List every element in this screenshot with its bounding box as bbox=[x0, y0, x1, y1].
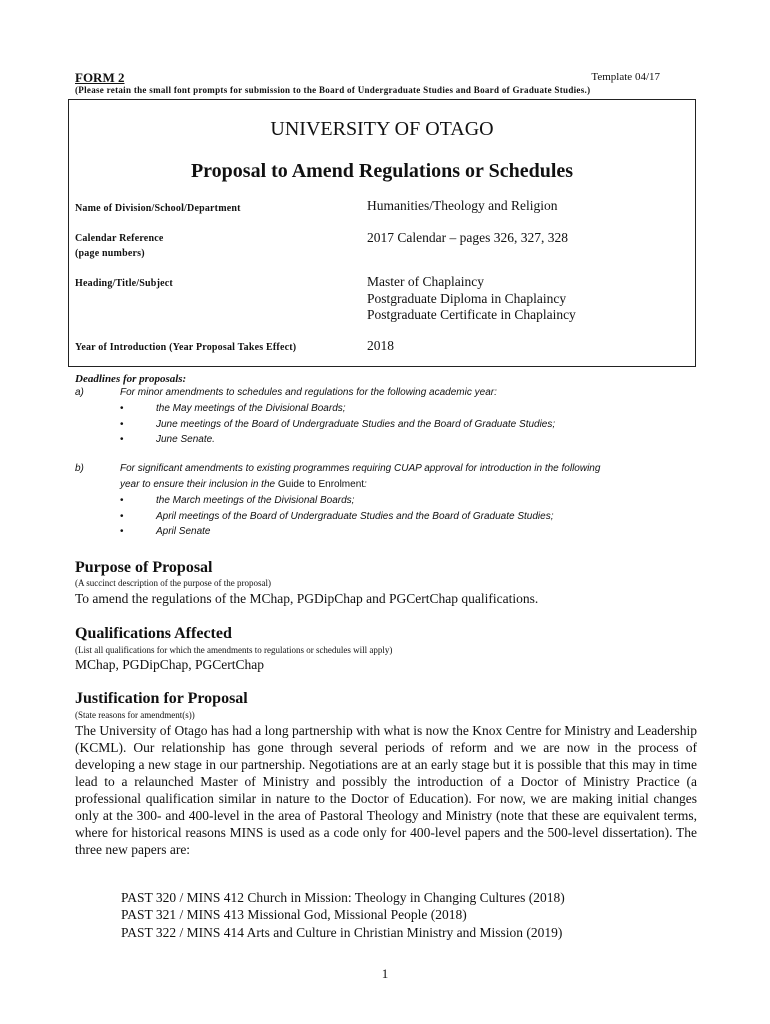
purpose-text: To amend the regulations of the MChap, PGDipChap and PGCertChap qualifications. bbox=[75, 591, 539, 606]
proposal-title: Proposal to Amend Regulations or Schedules bbox=[190, 160, 574, 182]
deadline-b-text-2 bbox=[120, 479, 367, 490]
calendar-reference-label: Calendar Reference bbox=[75, 233, 164, 244]
bullet-icon: • bbox=[120, 511, 124, 522]
calendar-reference-sublabel: (page numbers) bbox=[75, 248, 145, 259]
bullet-icon: • bbox=[120, 526, 124, 537]
heading-value-1: Master of Chaplaincy bbox=[367, 274, 484, 289]
deadline-b-bullet-1: the March meetings of the Divisional Boards; bbox=[156, 495, 355, 506]
year-introduction-label: Year of Introduction (Year Proposal Takes Effect) bbox=[75, 342, 297, 353]
bullet-icon: • bbox=[120, 419, 124, 430]
purpose-heading: Purpose of Proposal bbox=[75, 559, 213, 576]
form-number: FORM 2 bbox=[75, 70, 125, 85]
heading-value-3: Postgraduate Certificate in Chaplaincy bbox=[367, 307, 576, 322]
heading-title-label: Heading/Title/Subject bbox=[75, 278, 173, 289]
page-number: 1 bbox=[381, 966, 389, 981]
deadline-b-text-1: For significant amendments to existing programmes requiring CUAP approval for introduction in the following bbox=[120, 463, 601, 474]
template-version: Template 04/17 bbox=[591, 71, 660, 83]
paper-item-3: PAST 322 / MINS 414 Arts and Culture in Christian Ministry and Mission (2019) bbox=[121, 925, 563, 940]
heading-value-2: Postgraduate Diploma in Chaplaincy bbox=[367, 291, 567, 306]
bullet-icon: • bbox=[120, 434, 124, 445]
deadline-a-bullet-1: the May meetings of the Divisional Boards; bbox=[156, 403, 346, 414]
deadline-a-text: For minor amendments to schedules and regulations for the following academic year: bbox=[120, 387, 497, 398]
division-label: Name of Division/School/Department bbox=[75, 203, 241, 214]
guide-to-enrolment: Guide to Enrolment bbox=[277, 479, 365, 490]
qualifications-note: (List all qualifications for which the amendments to regulations or schedules will apply) bbox=[75, 645, 393, 655]
deadline-b-bullet-3: April Senate bbox=[156, 526, 211, 537]
justification-heading: Justification for Proposal bbox=[75, 690, 248, 707]
deadline-b-marker: b) bbox=[75, 463, 84, 474]
justification-note: (State reasons for amendment(s)) bbox=[75, 710, 195, 720]
deadline-a-marker: a) bbox=[75, 387, 84, 398]
deadline-a-bullet-3: June Senate. bbox=[156, 434, 215, 445]
qualifications-heading: Qualifications Affected bbox=[75, 625, 232, 642]
paper-item-2: PAST 321 / MINS 413 Missional God, Missional People (2018) bbox=[121, 907, 467, 922]
deadline-b-text-2a: year to ensure their inclusion in the bbox=[120, 479, 278, 490]
deadline-b-bullet-2: April meetings of the Board of Undergraduate Studies and the Board of Graduate Studies; bbox=[156, 511, 554, 522]
proposal-header-box bbox=[68, 99, 696, 367]
bullet-icon: • bbox=[120, 495, 124, 506]
calendar-reference-value: 2017 Calendar – pages 326, 327, 328 bbox=[367, 230, 568, 245]
purpose-note: (A succinct description of the purpose of the proposal) bbox=[75, 578, 271, 588]
deadline-b-text-2c: : bbox=[364, 479, 367, 490]
qualifications-text: MChap, PGDipChap, PGCertChap bbox=[75, 657, 264, 672]
paper-item-1: PAST 320 / MINS 412 Church in Mission: Theology in Changing Cultures (2018) bbox=[121, 890, 565, 905]
deadlines-heading: Deadlines for proposals: bbox=[75, 373, 187, 385]
justification-paragraph: The University of Otago has had a long partnership with what is now the Knox Centre for Ministry and Leadership (KCML). Our relationship has gone through several periods of reform and we are now in the process of developing a new stage in our partnership. Negotiations are at an early stage but it is possible that this may in time lead to a relaunched Master of Ministry and possibly the introduction of a Doctor of Ministry Practice (a professional qualification similar in nature to the Doctor of Education). For now, we are making initial changes only at the 300- and 400-level in the area of Pastoral Theology and Ministry (note that these are equivalent terms, where for historical reasons MINS is used as a code only for 400-level papers and the 500-level dissertation). The three new papers are: bbox=[75, 723, 697, 857]
university-name: UNIVERSITY OF OTAGO bbox=[270, 118, 494, 140]
division-value: Humanities/Theology and Religion bbox=[367, 198, 558, 213]
retain-note: (Please retain the small font prompts for submission to the Board of Undergraduate Studies and Board of Graduate Studies.) bbox=[75, 85, 591, 95]
deadline-a-bullet-2: June meetings of the Board of Undergraduate Studies and the Board of Graduate Studies; bbox=[156, 419, 556, 430]
year-introduction-value: 2018 bbox=[367, 338, 394, 353]
bullet-icon: • bbox=[120, 403, 124, 414]
